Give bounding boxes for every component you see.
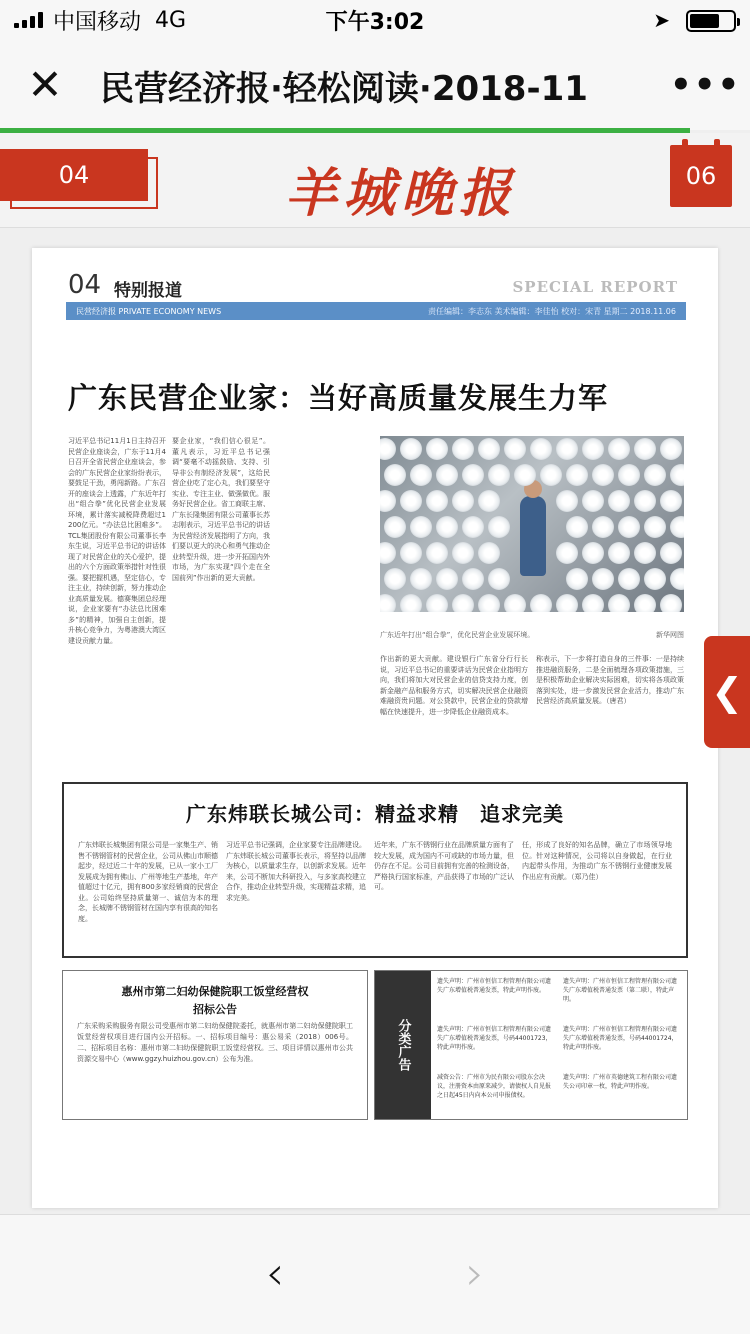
article-2-column-1: 广东炜联长城集团有限公司是一家集生产、销售不锈钢管材的民营企业，公司从佛山市顺德起步，经过近二十年的发展，已从一家小工厂发展成为拥有佛山、广州等地生产基地，年产值超过十亿元，拥有800多家经销商的民营企业。公司始终坚持质量第一、诚信为本的理念，长城牌不锈钢管材在国内享有很高的知名度。	[78, 841, 218, 923]
yarn-spool	[618, 568, 640, 590]
yarn-spool	[670, 516, 684, 538]
classified-item: 遗失声明：广州市恒信工程管理有限公司遗失广东增值税普通发票，特此声明作废。	[437, 978, 552, 994]
yarn-spool	[644, 464, 666, 486]
yarn-spool	[462, 568, 484, 590]
yarn-spool	[488, 568, 510, 590]
yarn-spool	[462, 464, 484, 486]
yarn-spool	[566, 516, 588, 538]
worker-figure	[520, 496, 546, 576]
yarn-spool	[426, 438, 448, 460]
classified-tag: 分类广告	[375, 971, 431, 1119]
article-2-column-2: 习近平总书记强调，企业家要专注品牌建设。广东炜联长城公司董事长表示，将坚持以品牌为核心，以质量求生存，以创新求发展。近年来，公司不断加大科研投入，与多家高校建立合作，推动企业转型升级，实现精益求精，追求完美。	[226, 841, 366, 902]
classified-item: 遗失声明：广州市恒信工程管理有限公司遗失广东增值税普通发票，号码44001723，特此声明作废。	[437, 1026, 552, 1051]
yarn-spool	[660, 490, 682, 512]
prev-page-number: 04	[0, 149, 148, 201]
classified-item: 遗失声明：广州市英德建筑工程有限公司遗失公司印章一枚，特此声明作废。	[563, 1074, 678, 1090]
yarn-spool	[608, 490, 630, 512]
nav-bar	[0, 40, 750, 130]
photo-caption	[380, 630, 684, 640]
newspaper-page[interactable]	[32, 248, 718, 1208]
yarn-spool	[400, 490, 422, 512]
yarn-spool	[504, 594, 526, 612]
band-left: 民营经济报 PRIVATE ECONOMY NEWS	[76, 306, 222, 316]
yarn-spool	[582, 438, 604, 460]
yarn-spool	[436, 464, 458, 486]
article-column-3: 作出新的更大贡献。建设银行广东省分行行长说，习近平总书记的重要讲话为民营企业指明方向，我们将加大对民营企业的信贷支持力度，创新金融产品和服务方式，切实解决民营企业融资难融资贵问题。对公贷款中，民营企业的贷款增幅在快速提升，进一步降低企业融资成本。	[380, 655, 528, 716]
yarn-spool	[670, 568, 684, 590]
yarn-spool	[384, 464, 406, 486]
carrier-label: 中国移动	[53, 9, 142, 35]
photo-credit: 新华网图	[656, 631, 684, 639]
clock: 下午3:02	[325, 9, 425, 35]
yarn-spool	[540, 464, 562, 486]
yarn-spool	[530, 438, 552, 460]
yarn-spool	[400, 594, 422, 612]
section-title: 特别报道	[114, 281, 182, 301]
yarn-spool	[582, 594, 604, 612]
yarn-spool	[608, 542, 630, 564]
caption-text: 广东近年打出“组合拳”，优化民营企业发展环境。	[380, 631, 535, 639]
more-icon[interactable]: •••	[670, 65, 742, 105]
yarn-spool	[634, 490, 656, 512]
page-number: 04	[68, 270, 102, 300]
signal-icon	[14, 12, 43, 28]
yarn-spool	[556, 490, 578, 512]
yarn-spool	[462, 516, 484, 538]
yarn-spool	[634, 594, 656, 612]
yarn-spool	[634, 542, 656, 564]
yarn-spool	[530, 594, 552, 612]
next-page-button[interactable]: 06	[670, 145, 732, 207]
yarn-spool	[514, 464, 536, 486]
yarn-spool	[452, 542, 474, 564]
prev-page-button[interactable]	[0, 149, 148, 215]
yarn-spool	[478, 490, 500, 512]
yarn-spool	[556, 594, 578, 612]
article-column-2: 要企业家，“我们信心很足”。董凡表示，习近平总书记强调“要毫不动摇鼓励、支持、引导非公有制经济发展”，这给民营企业吃了定心丸，我们要坚守实业、专注主业、做强做优。服务好民营企业。省工商联主席、广东长隆集团有限公司董事长苏志刚表示，习近平总书记的讲话为民营经济发展指明了方向，我们要以更大的决心和勇气推动企业转型升级，进一步开拓国内外市场，为广东实现“四个走在全国前列”作出新的更大贡献。	[172, 437, 270, 582]
yarn-spool	[488, 516, 510, 538]
yarn-spool	[478, 542, 500, 564]
yarn-spool	[634, 438, 656, 460]
yarn-spool	[644, 568, 666, 590]
yarn-spool	[556, 542, 578, 564]
browser-back-icon[interactable]: ‹	[265, 1246, 285, 1300]
article-2-box[interactable]	[62, 782, 688, 958]
yarn-spool	[436, 568, 458, 590]
yarn-spool	[504, 438, 526, 460]
article-headline[interactable]: 广东民营企业家：当好高质量发展生力军	[68, 381, 609, 415]
yarn-spool	[380, 438, 396, 460]
header-band	[66, 302, 686, 320]
yarn-spool	[410, 568, 432, 590]
location-icon: ➤	[653, 8, 670, 32]
page-title: 民营经济报·轻松阅读·2018-11	[100, 68, 588, 109]
yarn-spool	[410, 516, 432, 538]
yarn-spool	[592, 464, 614, 486]
yarn-spool	[582, 542, 604, 564]
tender-text: 广东采购采购服务有限公司受惠州市第二妇幼保健院委托，就惠州市第二妇幼保健院职工饭堂经营权项目进行国内公开招标。一、招标项目编号：惠公易采（2018）006号。二、招标项目名称：惠州市第二妇幼保健院职工饭堂经营权。三、项目详情以惠州市公共资源交易中心（www.ggzy.huizhou.gov.cn）公布为准。	[77, 1022, 353, 1063]
yarn-spool	[660, 438, 682, 460]
yarn-spool	[452, 438, 474, 460]
close-icon[interactable]: ✕	[27, 60, 63, 109]
yarn-spool	[410, 464, 432, 486]
classified-item: 减资公告：广州市为民有限公司股东会决议，注册资本由原来减少，请债权人自见报之日起45日内向本公司申报债权。	[437, 1074, 552, 1099]
yarn-spool	[380, 542, 396, 564]
yarn-spool	[608, 438, 630, 460]
article-photo[interactable]	[380, 436, 684, 612]
yarn-spool	[380, 490, 396, 512]
yarn-spool	[618, 516, 640, 538]
yarn-spool	[452, 594, 474, 612]
yarn-spool	[452, 490, 474, 512]
masthead-logo: 羊城晚报	[285, 163, 518, 224]
bottom-toolbar	[0, 1214, 750, 1334]
yarn-spool	[608, 594, 630, 612]
yarn-spool	[400, 542, 422, 564]
yarn-spool	[566, 568, 588, 590]
yarn-spool	[488, 464, 510, 486]
report-label: SPECIAL REPORT	[512, 278, 678, 296]
yarn-spool	[478, 438, 500, 460]
yarn-spool	[582, 490, 604, 512]
article-2-column-4: 任，形成了良好的知名品牌，确立了市场领导地位。针对这种情况，公司将以自身做起，在行业内起带头作用，为推动广东不锈钢行业健康发展作出应有贡献。（郑乃佳）	[522, 841, 672, 881]
classified-item: 遗失声明：广州市恒信工程管理有限公司遗失广东增值税普通发票（第二联），特此声明。	[563, 978, 678, 1003]
back-arrow-icon[interactable]: ❮	[704, 636, 750, 748]
classified-item: 遗失声明：广州市恒信工程管理有限公司遗失广东增值税普通发票，号码44001724，特此声明作废。	[563, 1026, 678, 1051]
network-label: 4G	[155, 7, 187, 33]
battery-icon	[686, 10, 736, 32]
tender-notice[interactable]	[62, 970, 368, 1120]
yarn-spool	[566, 464, 588, 486]
yarn-spool	[478, 594, 500, 612]
band-right: 责任编辑：李志东 美术编辑：李佳怡 校对：宋青 星期二 2018.11.06	[428, 306, 676, 316]
yarn-spool	[670, 464, 684, 486]
ads-area	[62, 970, 688, 1120]
yarn-spool	[556, 438, 578, 460]
yarn-spool	[384, 516, 406, 538]
yarn-spool	[426, 542, 448, 564]
article-2-title: 广东炜联长城公司：精益求精 追求完美	[186, 802, 564, 826]
yarn-spool	[592, 568, 614, 590]
yarn-spool	[426, 490, 448, 512]
tender-subtitle: 招标公告	[193, 1003, 237, 1016]
yarn-spool	[592, 516, 614, 538]
yarn-spool	[436, 516, 458, 538]
yarn-spool	[660, 542, 682, 564]
yarn-spool	[618, 464, 640, 486]
yarn-spool	[660, 594, 682, 612]
paper-toolbar	[0, 133, 750, 228]
article-column-1: 习近平总书记11月1日主持召开民营企业座谈会，广东于11月4日召开全省民营企业座谈会，参会的广东民营企业家纷纷表示，要鼓足干劲，勇闯新路。广东召开的座谈会上透露，广东近年打出“组合拳”优化民营企业发展环境，累计落实减税降费超过1200亿元。“办法总比困难多”。TCL集团股份有限公司董事长李东生说，习近平总书记的讲话体现了对民营企业的关心爱护，提出的六个方面政策举措针对性很强。要把握机遇，坚定信心，专注主业，持续创新，努力推动企业高质量发展。德赛集团总经理说，企业家要有“办法总比困难多”的精神，加强自主创新，提升核心竞争力，为粤港澳大湾区建设贡献力量。	[68, 437, 166, 645]
article-2-column-3: 近年来，广东不锈钢行业在品牌质量方面有了较大发展，成为国内不可或缺的市场力量，但仍存在不足。公司目前拥有完善的检测设备，严格执行国家标准，产品获得了市场的广泛认可。	[374, 841, 514, 891]
yarn-spool	[426, 594, 448, 612]
classified-ads[interactable]	[374, 970, 688, 1120]
browser-forward-icon[interactable]: ›	[465, 1246, 485, 1300]
yarn-spool	[400, 438, 422, 460]
status-bar	[0, 0, 750, 40]
article-column-4: 称表示，下一步将打造自身的三件事：一是持续推进融资服务，二是全面梳理各项政策措施，三是积极帮助企业解决实际困难，切实将各项政策落到实处，进一步激发民营企业活力，推动广东民营经济高质量发展。（唐君）	[536, 655, 684, 705]
yarn-spool	[384, 568, 406, 590]
yarn-spool	[644, 516, 666, 538]
yarn-spool	[380, 594, 396, 612]
tender-title: 惠州市第二妇幼保健院职工饭堂经营权	[121, 985, 309, 998]
